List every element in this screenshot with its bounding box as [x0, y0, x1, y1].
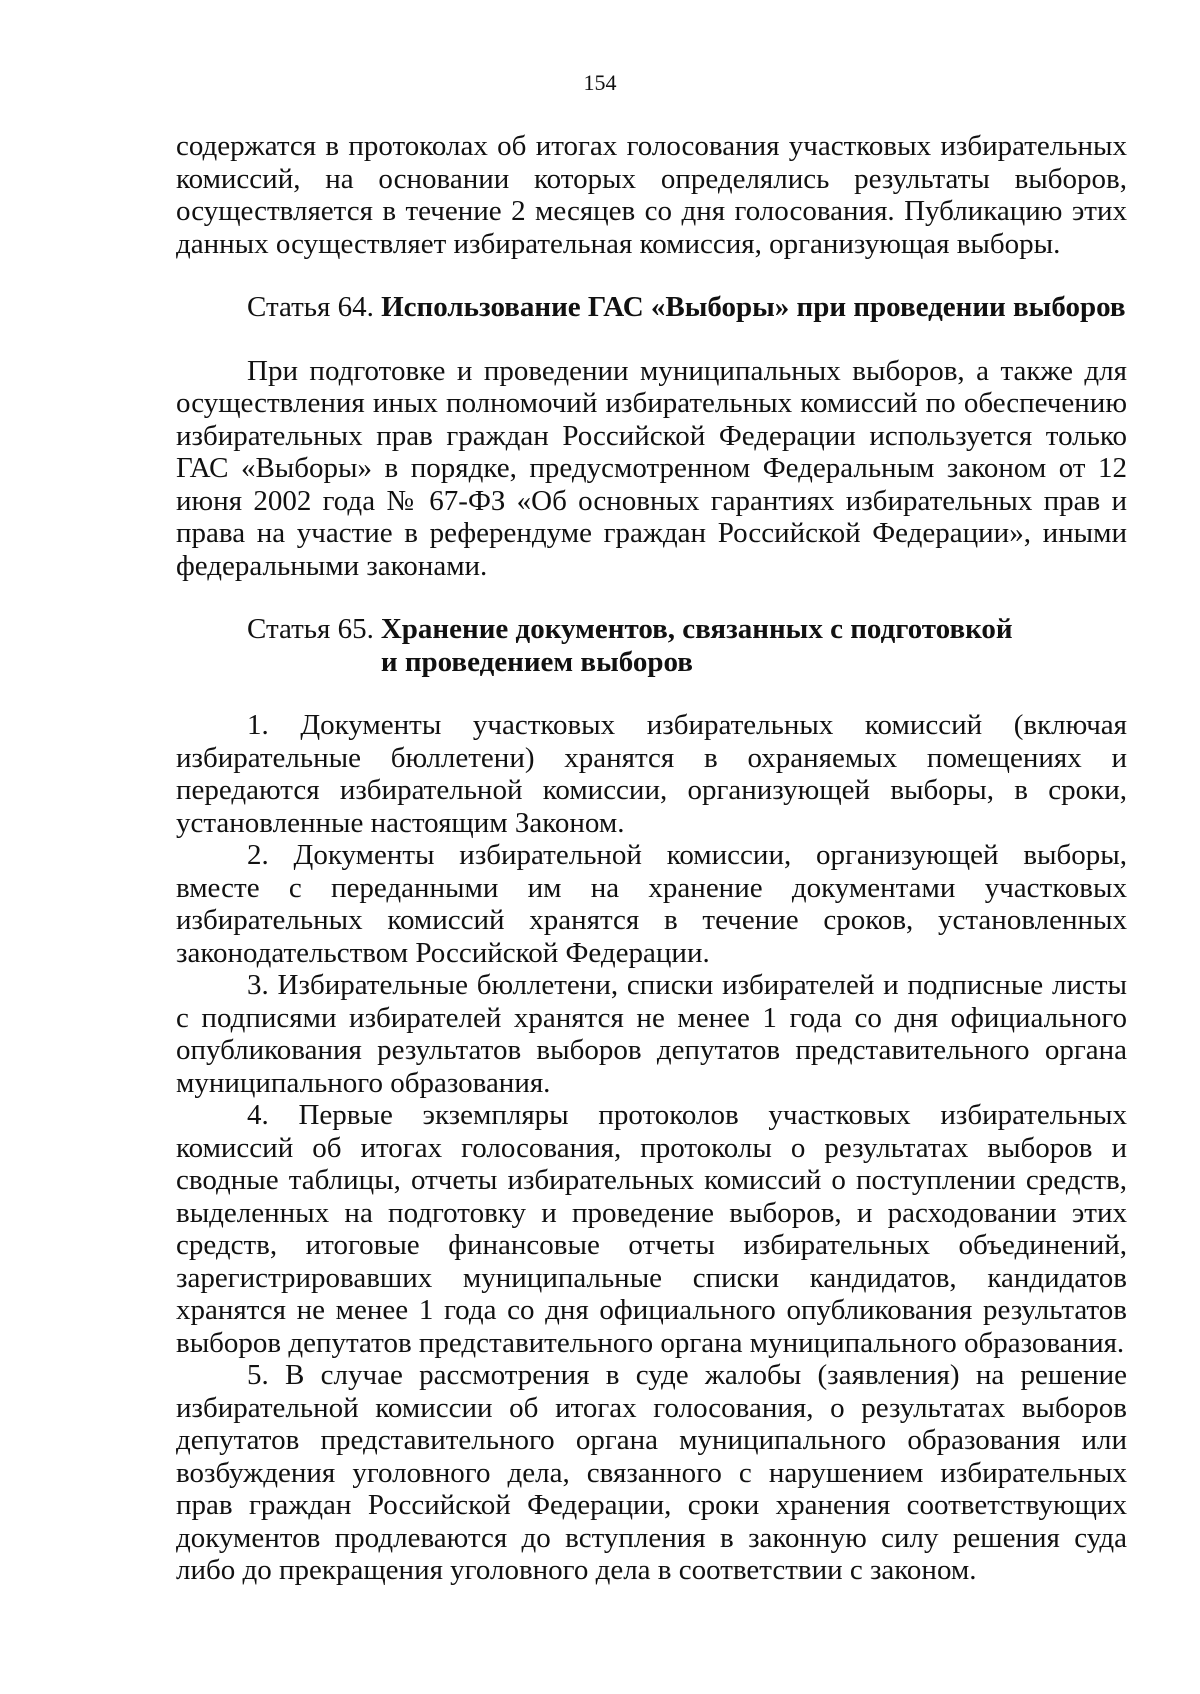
article-65-item-4: 4. Первые экземпляры протоколов участковых избирательных комиссий об итогах голосования, протоколы о результатах выборов и сводные таблицы, отчеты избирательных комиссий о поступлении средств, выделенных на подготовку и проведение выборов, и расходовании этих средств, итоговые финансовые отчеты избирательных объединений, зарегистрировавших муниципальные списки кандидатов, кандидатов хранятся не менее 1 года со дня официального опубликования результатов выборов депутатов представительного органа муниципального образования.	[176, 1099, 1127, 1359]
article-64-title: Использование ГАС «Выборы» при проведении выборов	[381, 291, 1126, 323]
article-64-paragraph: При подготовке и проведении муниципальных выборов, а также для осуществления иных полномочий избирательных комиссий по обеспечению избирательных прав граждан Российской Федерации используется только ГАС «Выборы» в порядке, предусмотренном Федеральным законом от 12 июня 2002 года № 67-ФЗ «Об основных гарантиях избирательных прав и права на участие в референдуме граждан Российской Федерации», иными федеральными законами.	[176, 354, 1127, 582]
article-65-title	[374, 613, 1013, 678]
article-65-item-1: 1. Документы участковых избирательных комиссий (включая избирательные бюллетени) хранятся в охраняемых помещениях и передаются избирательной комиссии, организующей выборы, в сроки, установленные настоящим Законом.	[176, 709, 1127, 839]
article-64-heading	[176, 291, 1127, 324]
article-65-item-2: 2. Документы избирательной комиссии, организующей выборы, вместе с переданными им на хранение документами участковых избирательных комиссий хранятся в течение сроков, установленных законодательством Российской Федерации.	[176, 839, 1127, 969]
document-body	[176, 130, 1127, 1587]
article-65-item-5: 5. В случае рассмотрения в суде жалобы (заявления) на решение избирательной комиссии об итогах голосования, о результатах выборов депутатов представительного органа муниципального образования или возбуждения уголовного дела, связанного с нарушением избирательных прав граждан Российской Федерации, сроки хранения соответствующих документов продлеваются до вступления в законную силу решения суда либо до прекращения уголовного дела в соответствии с законом.	[176, 1359, 1127, 1586]
article-65-title-line-1: Хранение документов, связанных с подготовкой	[380, 613, 1013, 645]
intro-paragraph: содержатся в протоколах об итогах голосования участковых избирательных комиссий, на основании которых определялись результаты выборов, осуществляется в течение 2 месяцев со дня голосования. Публикацию этих данных осуществляет избирательная комиссия, организующая выборы.	[176, 130, 1127, 260]
article-65-heading	[176, 613, 1127, 678]
page-number: 154	[583, 70, 617, 95]
article-65-title-line-2: и проведением выборов	[380, 645, 693, 678]
article-65-item-3: 3. Избирательные бюллетени, списки избирателей и подписные листы с подписями избирателей хранятся не менее 1 года со дня официального опубликования результатов выборов депутатов представительного органа муниципального образования.	[176, 969, 1127, 1099]
article-64-number: Статья 64.	[247, 291, 374, 323]
article-65-number: Статья 65.	[247, 613, 374, 645]
